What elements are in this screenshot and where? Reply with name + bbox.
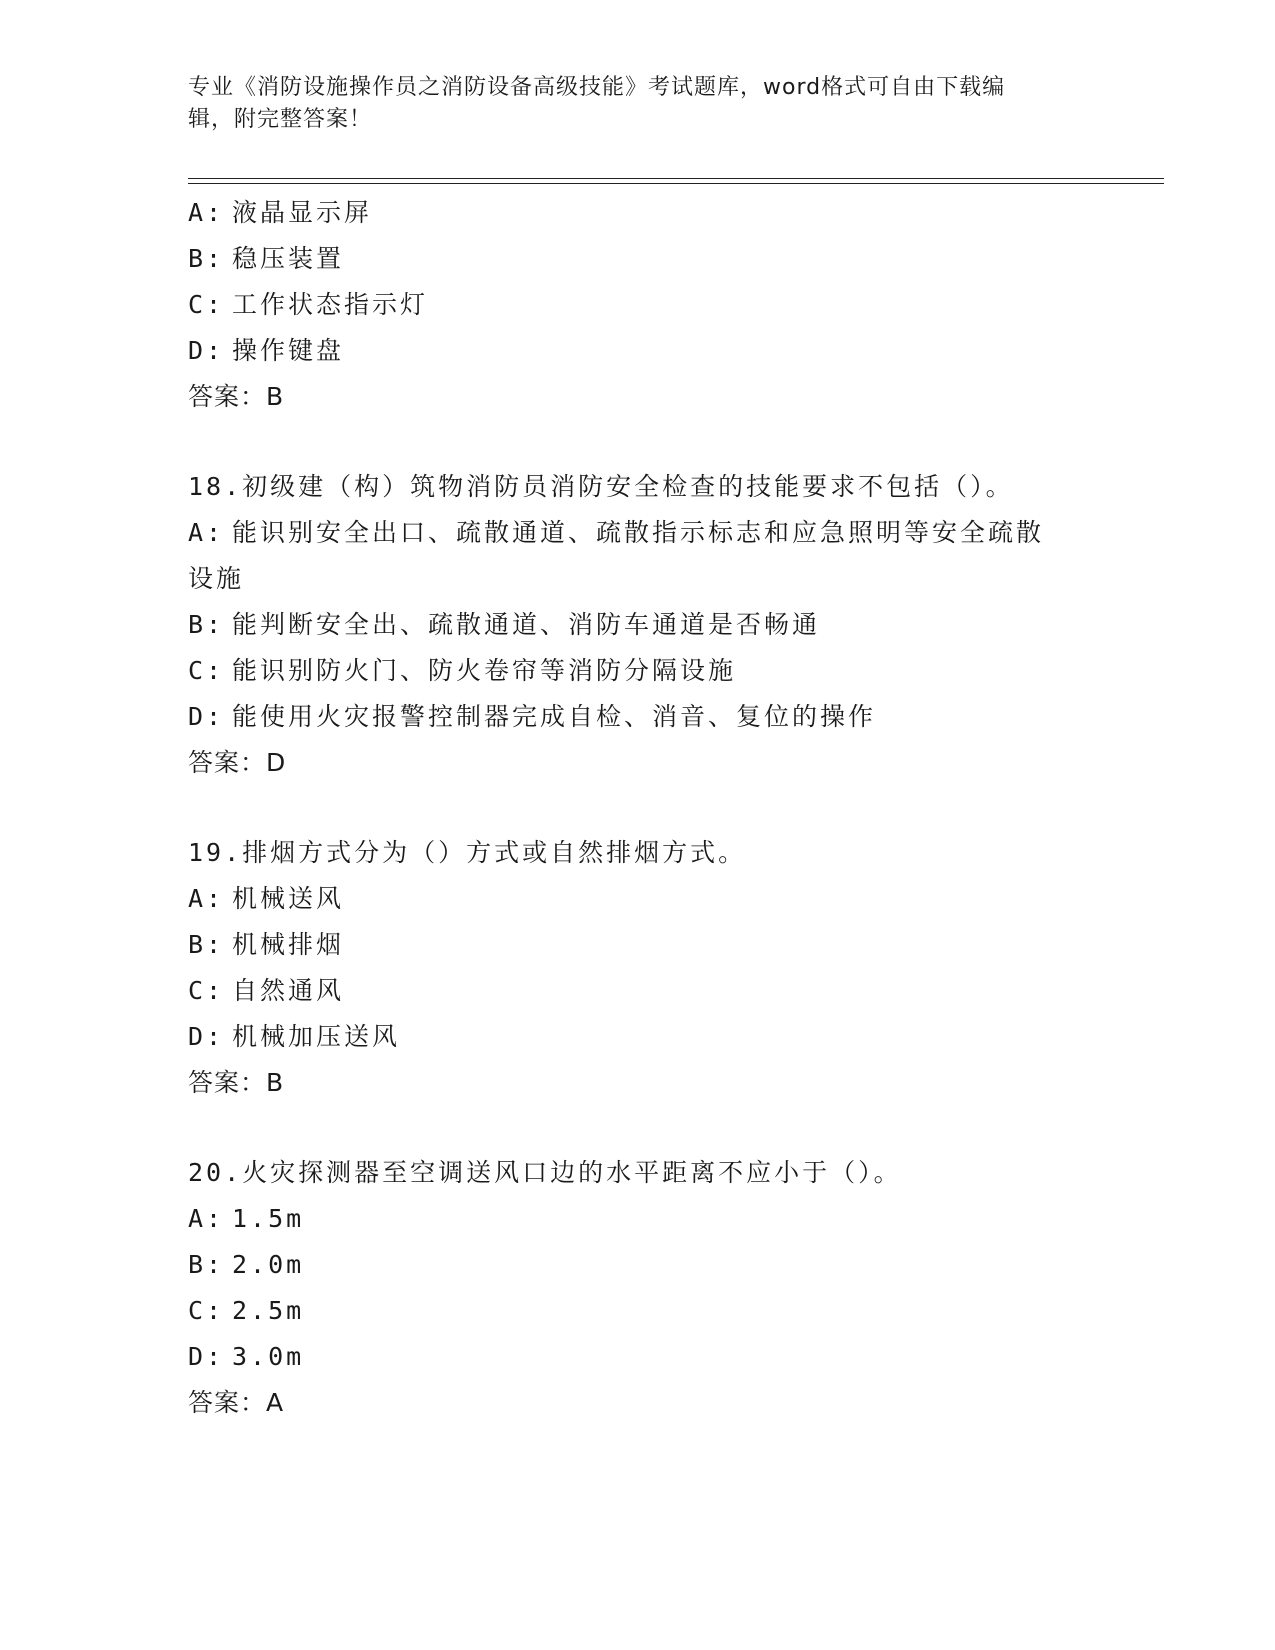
answer-line: 答案：A xyxy=(188,1388,285,1417)
option-key: C: xyxy=(188,1296,225,1325)
option-a-continued: 设施 xyxy=(188,564,245,593)
question-list xyxy=(188,190,1088,1426)
option-text: 稳压装置 xyxy=(232,244,345,273)
option-text: 工作状态指示灯 xyxy=(232,290,429,319)
option-text: 能识别安全出口、疏散通道、疏散指示标志和应急照明等安全疏散 xyxy=(232,518,1045,547)
option-key: C: xyxy=(188,290,225,319)
option-b xyxy=(188,236,1088,282)
option-text: 2.5m xyxy=(232,1296,305,1325)
option-a xyxy=(188,1196,1088,1242)
answer-line: 答案：B xyxy=(188,1068,285,1097)
option-d xyxy=(188,328,1088,374)
option-b xyxy=(188,1242,1088,1288)
option-key: B: xyxy=(188,930,225,959)
question-text: 18.初级建（构）筑物消防员消防安全检查的技能要求不包括（）。 xyxy=(188,472,1014,501)
spacer xyxy=(188,420,1088,464)
option-key: D: xyxy=(188,336,225,365)
option-text: 机械加压送风 xyxy=(232,1022,401,1051)
answer-line: 答案：D xyxy=(188,748,287,777)
option-d xyxy=(188,1334,1088,1380)
option-c xyxy=(188,1288,1088,1334)
option-text: 3.0m xyxy=(232,1342,305,1371)
option-key: C: xyxy=(188,976,225,1005)
option-key: B: xyxy=(188,244,225,273)
option-d xyxy=(188,1014,1088,1060)
option-key: B: xyxy=(188,610,225,639)
option-key: A: xyxy=(188,518,225,547)
document-header xyxy=(188,72,1088,136)
option-key: D: xyxy=(188,1342,225,1371)
option-c xyxy=(188,282,1088,328)
question-text: 20.火灾探测器至空调送风口边的水平距离不应小于（）。 xyxy=(188,1158,902,1187)
header-divider-top xyxy=(188,178,1164,179)
spacer xyxy=(188,1106,1088,1150)
option-b xyxy=(188,922,1088,968)
option-d xyxy=(188,694,1088,740)
option-text: 液晶显示屏 xyxy=(232,198,373,227)
spacer xyxy=(188,786,1088,830)
header-divider-bottom xyxy=(188,183,1164,184)
option-text: 能判断安全出、疏散通道、消防车通道是否畅通 xyxy=(232,610,821,639)
option-b xyxy=(188,602,1088,648)
question-18 xyxy=(188,464,1088,786)
question-19 xyxy=(188,830,1088,1106)
option-key: A: xyxy=(188,884,225,913)
option-c xyxy=(188,648,1088,694)
option-key: D: xyxy=(188,1022,225,1051)
option-text: 2.0m xyxy=(232,1250,305,1279)
option-a xyxy=(188,510,1088,556)
question-17 xyxy=(188,190,1088,420)
option-text: 能使用火灾报警控制器完成自检、消音、复位的操作 xyxy=(232,702,877,731)
option-text: 机械排烟 xyxy=(232,930,345,959)
option-text: 能识别防火门、防火卷帘等消防分隔设施 xyxy=(232,656,737,685)
option-key: B: xyxy=(188,1250,225,1279)
option-key: A: xyxy=(188,1204,225,1233)
option-c xyxy=(188,968,1088,1014)
option-key: C: xyxy=(188,656,225,685)
option-key: A: xyxy=(188,198,225,227)
header-line-1: 专业《消防设施操作员之消防设备高级技能》考试题库，word格式可自由下载编 xyxy=(188,75,1006,100)
header-line-2: 辑，附完整答案！ xyxy=(188,107,373,132)
option-a xyxy=(188,190,1088,236)
question-text: 19.排烟方式分为（）方式或自然排烟方式。 xyxy=(188,838,747,867)
option-a xyxy=(188,876,1088,922)
option-text: 1.5m xyxy=(232,1204,305,1233)
answer-line: 答案：B xyxy=(188,382,285,411)
option-text: 自然通风 xyxy=(232,976,345,1005)
option-key: D: xyxy=(188,702,225,731)
question-20 xyxy=(188,1150,1088,1426)
option-text: 机械送风 xyxy=(232,884,345,913)
option-text: 操作键盘 xyxy=(232,336,345,365)
